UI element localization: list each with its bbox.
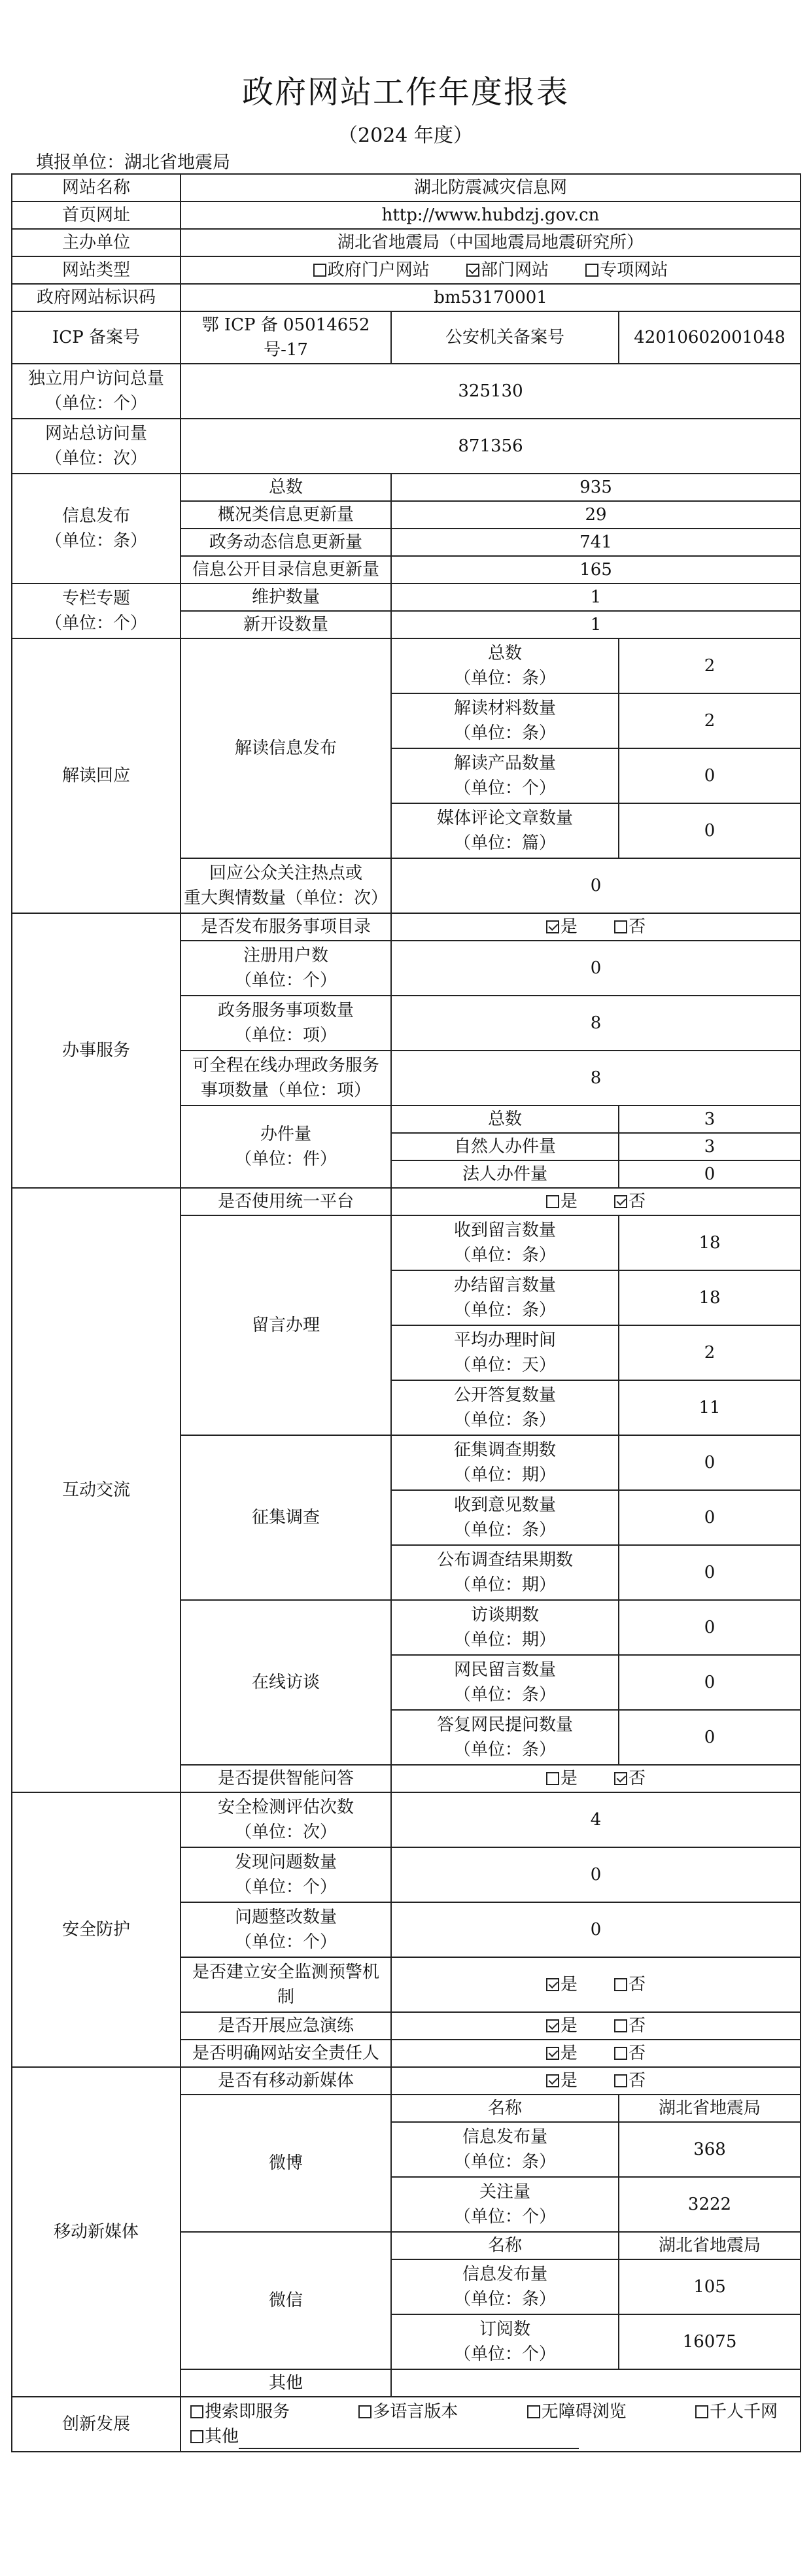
info-row-value: 741	[391, 529, 801, 556]
wechat-subs-label: 订阅数 （单位：个）	[391, 2314, 619, 2369]
owner-options: 是 否	[391, 2040, 801, 2067]
msg-row-value: 18	[619, 1270, 801, 1325]
survey-row-value: 0	[619, 1545, 801, 1600]
info-row-value: 935	[391, 474, 801, 501]
fixed-label: 问题整改数量 （单位：个）	[181, 1902, 391, 1957]
row-site-id	[12, 284, 801, 311]
checkbox-icon	[190, 2405, 203, 2418]
type-option-special: 专项网站	[585, 258, 668, 283]
survey-row-label: 征集调查期数 （单位：期）	[391, 1435, 619, 1490]
reg-value: 0	[391, 941, 801, 996]
innovation-options	[181, 2397, 801, 2452]
ai-label: 是否提供智能问答	[181, 1765, 391, 1792]
cases-row-value: 3	[619, 1105, 801, 1133]
info-row-label: 概况类信息更新量	[181, 501, 391, 529]
filler-unit: 填报单位：湖北省地震局	[36, 152, 230, 173]
pv-value: 871356	[181, 419, 801, 474]
row-site-name	[12, 174, 801, 201]
interpret-row-label: 总数 （单位：条）	[391, 638, 619, 693]
row-site-type	[12, 256, 801, 284]
checkbox-icon	[546, 2074, 559, 2087]
msg-row-label: 公开答复数量 （单位：条）	[391, 1380, 619, 1435]
row-host	[12, 229, 801, 256]
survey-row-value: 0	[619, 1490, 801, 1545]
column-row-label: 新开设数量	[181, 611, 391, 638]
checkbox-icon	[614, 1978, 627, 1991]
mobile-has-options: 是 否	[391, 2067, 801, 2095]
online-value: 8	[391, 1051, 801, 1105]
weibo-fans-value: 3222	[619, 2177, 801, 2232]
monitor-label: 是否建立安全监测预警机 制	[181, 1957, 391, 2012]
weibo-name-value: 湖北省地震局	[619, 2095, 801, 2122]
monitor-options: 是 否	[391, 1957, 801, 2012]
interpret-row-value: 0	[619, 748, 801, 803]
mobile-section-label: 移动新媒体	[12, 2067, 181, 2397]
ai-options: 是 否	[391, 1765, 801, 1792]
report-table	[11, 173, 801, 2452]
items-value: 8	[391, 996, 801, 1051]
talk-row-value: 0	[619, 1655, 801, 1710]
survey-row-value: 0	[619, 1435, 801, 1490]
homepage-value: http://www.hubdzj.gov.cn	[181, 201, 801, 229]
catalog-options: 是 否	[391, 913, 801, 941]
platform-label: 是否使用统一平台	[181, 1188, 391, 1215]
talk-sub-label: 在线访谈	[181, 1600, 391, 1765]
respond-label: 回应公众关注热点或 重大舆情数量（单位：次）	[181, 858, 391, 913]
row-homepage	[12, 201, 801, 229]
checkbox-icon	[585, 264, 598, 277]
mobile-has-label: 是否有移动新媒体	[181, 2067, 391, 2095]
checkbox-icon	[614, 2047, 627, 2060]
drill-label: 是否开展应急演练	[181, 2012, 391, 2040]
wechat-subs-value: 16075	[619, 2314, 801, 2369]
msg-row-value: 11	[619, 1380, 801, 1435]
column-row-value: 1	[391, 611, 801, 638]
police-label: 公安机关备案号	[391, 311, 619, 364]
weibo-label: 微博	[181, 2095, 391, 2232]
weibo-posts-label: 信息发布量 （单位：条）	[391, 2122, 619, 2177]
innovation-option: 无障碍浏览	[527, 2399, 627, 2424]
innovation-section-label: 创新发展	[12, 2397, 181, 2452]
report-title: 政府网站工作年度报表	[241, 74, 569, 111]
site-type-options	[181, 256, 801, 284]
other-underline	[239, 2431, 579, 2449]
checkbox-icon	[546, 2019, 559, 2032]
innovation-other: 其他	[190, 2424, 797, 2449]
interpret-row-label: 解读产品数量 （单位：个）	[391, 748, 619, 803]
msg-row-label: 办结留言数量 （单位：条）	[391, 1270, 619, 1325]
respond-value: 0	[391, 858, 801, 913]
innovation-option: 多语言版本	[358, 2399, 458, 2424]
innovation-option: 千人千网	[695, 2399, 778, 2424]
column-section-label: 专栏专题 （单位：个）	[12, 583, 181, 638]
icp-label: ICP 备案号	[12, 311, 181, 364]
cases-row-label: 总数	[391, 1105, 619, 1133]
online-label: 可全程在线办理政务服务 事项数量（单位：项）	[181, 1051, 391, 1105]
talk-row-value: 0	[619, 1600, 801, 1655]
survey-row-label: 收到意见数量 （单位：条）	[391, 1490, 619, 1545]
checkbox-icon	[527, 2405, 540, 2418]
cases-row-value: 0	[619, 1160, 801, 1188]
type-option-department: 部门网站	[466, 258, 549, 283]
checkbox-icon	[546, 1978, 559, 1991]
police-value: 42010602001048	[619, 311, 801, 364]
site-name-value: 湖北防震减灾信息网	[181, 174, 801, 201]
owner-label: 是否明确网站安全责任人	[181, 2040, 391, 2067]
talk-row-label: 网民留言数量 （单位：条）	[391, 1655, 619, 1710]
msg-row-value: 2	[619, 1325, 801, 1380]
talk-row-value: 0	[619, 1710, 801, 1765]
row-service-catalog	[12, 913, 801, 941]
eval-value: 4	[391, 1792, 801, 1847]
site-type-label: 网站类型	[12, 256, 181, 284]
row-interpret-total	[12, 638, 801, 693]
mobile-other-label: 其他	[181, 2369, 391, 2397]
eval-label: 安全检测评估次数 （单位：次）	[181, 1792, 391, 1847]
cases-row-value: 3	[619, 1133, 801, 1160]
survey-row-label: 公布调查结果期数 （单位：期）	[391, 1545, 619, 1600]
info-row-value: 29	[391, 501, 801, 529]
checkbox-icon	[614, 1772, 627, 1785]
interpret-row-label: 媒体评论文章数量 （单位：篇）	[391, 803, 619, 858]
found-value: 0	[391, 1847, 801, 1902]
mobile-other-value	[391, 2369, 801, 2397]
row-mobile-has	[12, 2067, 801, 2095]
checkbox-icon	[614, 920, 627, 933]
info-row-label: 总数	[181, 474, 391, 501]
row-pv	[12, 419, 801, 474]
column-row-value: 1	[391, 583, 801, 611]
column-row-label: 维护数量	[181, 583, 391, 611]
security-section-label: 安全防护	[12, 1792, 181, 2067]
checkbox-icon	[190, 2430, 203, 2443]
msg-row-label: 平均办理时间 （单位：天）	[391, 1325, 619, 1380]
info-row-label: 信息公开目录信息更新量	[181, 556, 391, 583]
cases-label: 办件量 （单位：件）	[181, 1105, 391, 1188]
drill-options: 是 否	[391, 2012, 801, 2040]
info-row-label: 政务动态信息更新量	[181, 529, 391, 556]
info-row-value: 165	[391, 556, 801, 583]
interpret-row-label: 解读材料数量 （单位：条）	[391, 693, 619, 748]
checkbox-icon	[614, 2074, 627, 2087]
row-sec-eval	[12, 1792, 801, 1847]
innovation-option: 搜索即服务	[190, 2399, 290, 2424]
interpret-section-label: 解读回应	[12, 638, 181, 913]
talk-row-label: 访谈期数 （单位：期）	[391, 1600, 619, 1655]
row-info-total	[12, 474, 801, 501]
found-label: 发现问题数量 （单位：个）	[181, 1847, 391, 1902]
interpret-sub-label: 解读信息发布	[181, 638, 391, 858]
row-platform	[12, 1188, 801, 1215]
weibo-name-label: 名称	[391, 2095, 619, 2122]
row-column-maintain	[12, 583, 801, 611]
checkbox-icon	[466, 264, 479, 277]
checkbox-icon	[313, 264, 326, 277]
interpret-row-value: 0	[619, 803, 801, 858]
wechat-name-label: 名称	[391, 2232, 619, 2259]
host-value: 湖北省地震局（中国地震局地震研究所）	[181, 229, 801, 256]
catalog-label: 是否发布服务事项目录	[181, 913, 391, 941]
checkbox-icon	[358, 2405, 371, 2418]
weibo-posts-value: 368	[619, 2122, 801, 2177]
report-year: （2024 年度）	[338, 124, 473, 147]
msg-row-value: 18	[619, 1215, 801, 1270]
pv-label: 网站总访问量 （单位：次）	[12, 419, 181, 474]
platform-options: 是 否	[391, 1188, 801, 1215]
checkbox-icon	[546, 2047, 559, 2060]
host-label: 主办单位	[12, 229, 181, 256]
row-icp	[12, 311, 801, 364]
cases-row-label: 自然人办件量	[391, 1133, 619, 1160]
site-name-label: 网站名称	[12, 174, 181, 201]
interpret-row-value: 2	[619, 693, 801, 748]
wechat-name-value: 湖北省地震局	[619, 2232, 801, 2259]
checkbox-icon	[614, 2019, 627, 2032]
wechat-posts-label: 信息发布量 （单位：条）	[391, 2259, 619, 2314]
checkbox-icon	[546, 920, 559, 933]
interpret-row-value: 2	[619, 638, 801, 693]
survey-sub-label: 征集调查	[181, 1435, 391, 1600]
checkbox-icon	[614, 1195, 627, 1208]
type-option-portal: 政府门户网站	[313, 258, 430, 283]
site-id-value: bm53170001	[181, 284, 801, 311]
uv-label: 独立用户访问总量 （单位：个）	[12, 364, 181, 419]
uv-value: 325130	[181, 364, 801, 419]
site-id-label: 政府网站标识码	[12, 284, 181, 311]
row-uv	[12, 364, 801, 419]
checkbox-icon	[695, 2405, 708, 2418]
cases-row-label: 法人办件量	[391, 1160, 619, 1188]
info-section-label: 信息发布 （单位：条）	[12, 474, 181, 583]
row-innovation	[12, 2397, 801, 2452]
wechat-posts-value: 105	[619, 2259, 801, 2314]
msg-row-label: 收到留言数量 （单位：条）	[391, 1215, 619, 1270]
reg-label: 注册用户数 （单位：个）	[181, 941, 391, 996]
checkbox-icon	[546, 1772, 559, 1785]
weibo-fans-label: 关注量 （单位：个）	[391, 2177, 619, 2232]
icp-value: 鄂 ICP 备 05014652 号-17	[181, 311, 391, 364]
wechat-label: 微信	[181, 2232, 391, 2369]
checkbox-icon	[546, 1195, 559, 1208]
interact-section-label: 互动交流	[12, 1188, 181, 1792]
homepage-label: 首页网址	[12, 201, 181, 229]
talk-row-label: 答复网民提问数量 （单位：条）	[391, 1710, 619, 1765]
fixed-value: 0	[391, 1902, 801, 1957]
service-section-label: 办事服务	[12, 913, 181, 1188]
items-label: 政务服务事项数量 （单位：项）	[181, 996, 391, 1051]
msg-sub-label: 留言办理	[181, 1215, 391, 1435]
